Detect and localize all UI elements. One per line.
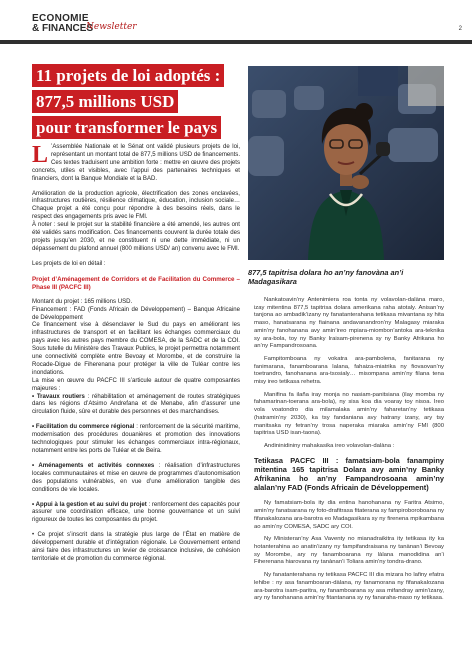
mg-paragraph-6: Ny Ministeran’ny Asa Vaventy no mianadraikitra ity tetikasa ity ka hotanterahina ao anatin’izany ny fampifandraisana ny tanànan’i Bevoay sy Morombe, ary ny fanamboarana ny làlana manodidina an’i Fiherenana hiarovana ny tanànan’i Toliara amin’ny tondra-drano.	[254, 536, 444, 566]
malagasy-column	[254, 297, 444, 608]
bullet-3	[32, 463, 240, 495]
project-amount: Montant du projet : 165 millions USD.	[32, 298, 133, 305]
bullet-1	[32, 394, 240, 418]
project-title: Projet d’Aménagement de Corridors et de Facilitation du Commerce – Phase III (PACFC III)	[32, 275, 240, 291]
logo-line2: & FINANCES	[32, 23, 94, 34]
title-line-2: 877,5 millions USD	[32, 90, 178, 113]
bullet-1-lead: • Travaux routiers	[32, 393, 85, 400]
bullet-4-lead: • Appui à la gestion et au suivi du projet	[32, 501, 147, 508]
bullet-3-lead: • Aménagements et activités connexes	[32, 462, 155, 469]
paragraph-7: • Ce projet s’inscrit dans la stratégie plus large de l’État en matière de développement durable et d’intégration régionale. Le Gouvernement entend ainsi faire des infrastructures un levier de croissance inclusive, de cohésion territoriale et de promotion du commerce régional.	[32, 532, 240, 562]
mg-subhead: Tetikasa PACFC III : famatsiam-bola fanampiny mitentina 165 tapitrisa Dolara avy amin’ny Banky Afrikanina ho an’ny Fampandrosoana amin’ny alalan’ny FAD (Fonds Africain de Développement)	[254, 455, 444, 493]
paragraph-4: Les projets de loi en détail :	[32, 260, 106, 267]
mg-paragraph-1: Nankatoavin’ny Antenimiera roa tonta ny volavolan-dalàna maro, izay mitentina 877,5 tapitrisa dolara amerikana raha atotaly. Anisan’ny tanjona ao ambadik’izany ny fanatanterahana tetikasa mivantana sy hita maso, hanatsarana ny fiainana andavanandron’ny Malagasy miaraka amin’ny fanohanana avy amin’ireo mpiara-miombon’antoka ara-teknika sy ara-bola, toy ny Banky Iraisam-pirenena sy ny Banky Afrikana ho an’ny Fampandrosoana.	[254, 297, 444, 350]
speaker-photo	[248, 66, 444, 260]
article-title	[32, 64, 232, 142]
bullet-1-text: : réhabilitation et aménagement de routes stratégiques dans les régions d’Atsimo Andrefana et de Menabe, afin d’assurer une circulation fluide, sûre et durable des personnes et des marchandises.	[32, 393, 240, 416]
bullet-4-text: : renforcement des capacités pour assurer une coordination efficace, une bonne gouvernance et un suivi rigoureux de toutes les composantes du projet.	[32, 501, 240, 524]
paragraph-2: Amélioration de la production agricole, électrification des zones enclavées, infrastructures routières, résilience climatique, éducation, inclusion sociale… Chaque projet a été conçu pour répondre à des besoins réels, dans le respect des engagements pris avec le FMI.	[32, 190, 240, 221]
photo-caption: 877,5 tapitrisa dolara ho an’ny fanovàna an’i Madagasikara	[248, 268, 404, 287]
bullet-4	[32, 502, 240, 526]
intro-text: ’Assemblée Nationale et le Sénat ont validé plusieurs projets de loi, représentant un montant total de 877,5 millions USD de financements. Ces textes traduisent une ambition forte : mettre en œuvre des projets concrets, utiles et visibles, avec l’appui des partenaires techniques et financiers, dont la Banque Mondiale et la BAD.	[32, 144, 240, 182]
mg-paragraph-7: Ny fanatanterahana ny tetikasa PACFC III dia mizara ho lafiny efatra lehibe : ny asa fanamboaran-dàlana, ny fanamorana ny fifanakalozana ara-barotra isam-paritra, ny fanamboarana sy asa mifandray amin’izany, ary ny fanohanana amin’ny fitantanana sy ny fanaraha-maso ny tetikasa.	[254, 572, 444, 602]
bullet-2	[32, 424, 240, 456]
paragraph-6: La mise en œuvre du PACFC III s’articule autour de quatre composantes majeures :	[32, 377, 240, 392]
mg-paragraph-5: Ny famatsiam-bola ity dia entina hanohanana ny Faritra Atsimo, amin’ny fanatsarana ny foto-drafitrasa fitaterana sy fampiroboroboana ny fifanakalozana ara-barotra eo Madagasikara sy ny firenena mpikambana ao amin’ny COMESA, SADC ary COI.	[254, 500, 444, 530]
page-number: 2	[458, 26, 462, 32]
logo-line1: ECONOMIE	[32, 13, 89, 24]
newsletter-logo	[32, 13, 152, 37]
mg-paragraph-4: Andininidininy mahakasika ireo volavolan-dalàna :	[264, 442, 395, 449]
paragraph-3: À noter : seul le projet sur la stabilité financière a été amendé, les autres ont été validés sans modification. Ces financements couvrent la durée totale des projets jusqu’en 2030, et ne constituent ni une dette immédiate, ni un dépassement du plafond annuel (800 millions USD/ an) convenu avec le FMI.	[32, 222, 240, 252]
page-header	[0, 0, 472, 40]
bullet-2-lead: • Facilitation du commerce régional	[32, 424, 135, 431]
project-financing: Financement : FAD (Fonds Africain de Développement) – Banque Africaine de Développement	[32, 306, 240, 321]
bullet-3-text: : réalisation d’infrastructures locales communautaires et mise en œuvre de programmes d’autonomisation des populations vulnérables, en vue d’une amélioration tangible des conditions de vie locales.	[32, 462, 240, 493]
mg-paragraph-2: Fampitomboana ny vokatra ara-pambolena, fanitarana ny fanimarana, fanamboarana lalana, fahaiza-miatrika ny fiovaovan’ny toetrandro, fanohanana ara-tsosialy… misompana amin’ny filana tena misy ireo tetikasa rehetra.	[254, 355, 444, 386]
title-line-3: pour transformer le pays	[32, 116, 221, 139]
bullet-2-text: : renforcement de la sécurité maritime, modernisation des procédures douanières et promotion des innovations technologiques pour stimuler les échanges commerciaux intra-régionaux, notamment entre les ports de Tuléar et de Beira.	[32, 424, 240, 454]
intro-paragraph	[32, 144, 240, 184]
title-line-1: 11 projets de loi adoptés :	[32, 64, 224, 87]
header-stripe	[0, 40, 472, 44]
dropcap: L	[32, 142, 49, 168]
speaker-photo-illustration	[248, 66, 444, 260]
mg-paragraph-3: Manifina fa ilaña iray monja no nasiam-panitsiana (ilay momba ny fahamarinan-toerana ara-bola), ny sisa koa dia voaray toy nisoa. Ireo vola voatondro dia milamalaka amin’ny faharetan’ny tetikasa (hatramin’ny 2030), ka tsy fandaniana avy hatrany izany, ary tsy manitsaka ny fetran’ny trosa naperaka miaraka amin’ny FMI (800 tapitrisa USD isan-taona).	[254, 391, 444, 437]
logo-script: Newsletter	[86, 22, 137, 32]
french-column	[32, 144, 240, 571]
paragraph-5: Ce financement vise à désenclaver le Sud du pays en améliorant les infrastructures de transport et en facilitant les échanges commerciaux du pays avec les autres pays membre du COMESA, de la SADC et de la COI. Sous tutelle du Ministère des Travaux Publics, le projet permettra notamment une connectivité complète entre Bevoay et Morombe, et de construire la Rocade-Digue de Fiherenana pour protéger la ville de Tuléar contre les inondations.	[32, 322, 240, 376]
